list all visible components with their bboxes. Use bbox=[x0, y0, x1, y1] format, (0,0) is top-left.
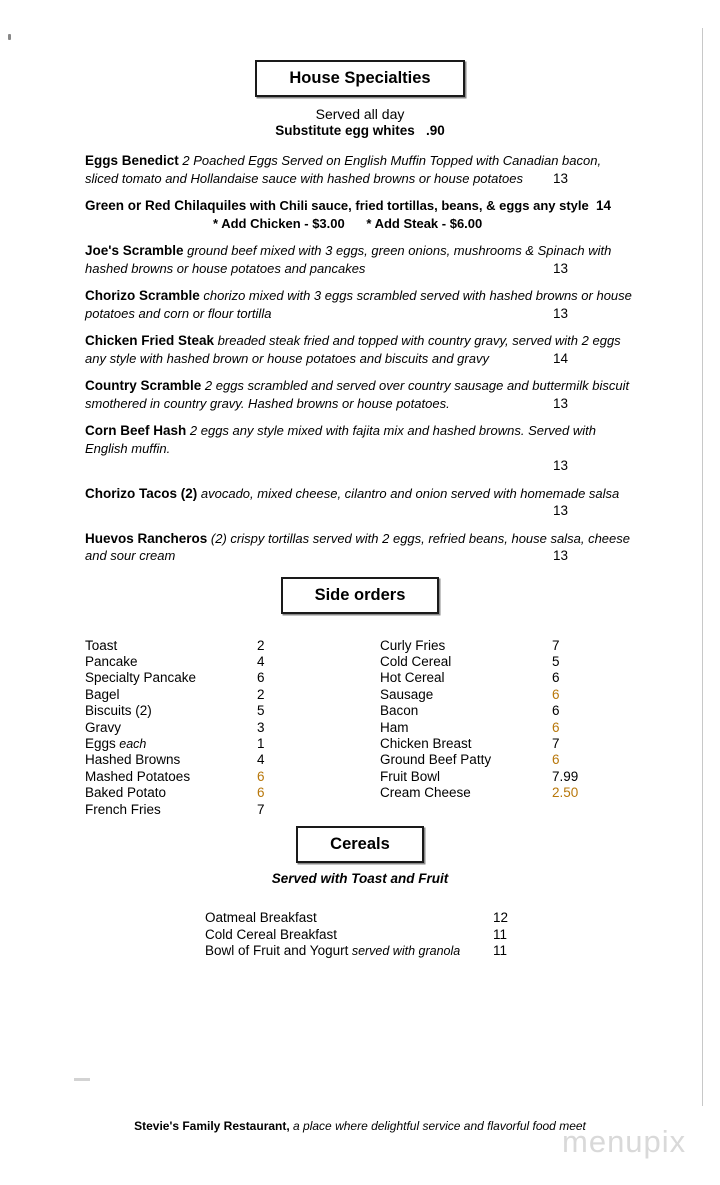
menu-item-addons: * Add Chicken - $3.00 * Add Steak - $6.00 bbox=[213, 215, 483, 231]
specialties-list bbox=[85, 152, 635, 565]
menu-item-desc: ground beef mixed with 3 eggs, green onions, mushrooms & Spinach with hashed browns or house potatoes and pancakes bbox=[85, 243, 612, 276]
side-order-price: 6 bbox=[552, 752, 560, 768]
menu-item-desc: 2 eggs scrambled and served over country sausage and buttermilk biscuit smothered in country gravy. Hashed browns or house potatoes. bbox=[85, 378, 630, 411]
side-order-name-text: Bacon bbox=[380, 703, 419, 719]
side-order-name-text: Ham bbox=[380, 719, 409, 735]
menu-item-desc: with Chili sauce, fried tortillas, beans, & eggs any style bbox=[246, 198, 589, 213]
side-order-name bbox=[380, 752, 552, 768]
menu-item bbox=[85, 242, 635, 277]
side-order-price: 6 bbox=[552, 719, 560, 735]
cereals-subtitle: Served with Toast and Fruit bbox=[271, 870, 449, 886]
scan-speck bbox=[8, 34, 11, 40]
cereals-title: Cereals bbox=[330, 834, 390, 853]
side-order-name bbox=[85, 720, 257, 736]
side-order-name bbox=[85, 687, 257, 703]
cereal-item-name bbox=[205, 943, 493, 960]
menu-item-price: 13 bbox=[553, 170, 569, 186]
menu-item-desc: avocado, mixed cheese, cilantro and onion served with homemade salsa bbox=[197, 485, 620, 501]
menu-item-price: 13 bbox=[553, 503, 569, 518]
side-order-price: 2 bbox=[257, 686, 265, 702]
menu-item-price: 14 bbox=[553, 350, 569, 366]
menu-item-text bbox=[85, 422, 635, 457]
side-order-name bbox=[85, 703, 257, 719]
side-order-name-text: Ground Beef Patty bbox=[380, 752, 492, 768]
menu-item-price: 13 bbox=[553, 260, 569, 276]
cereals-header bbox=[296, 826, 424, 863]
side-order-price: 6 bbox=[552, 670, 560, 686]
side-order-price: 2.50 bbox=[552, 785, 579, 801]
menu-item-price: 13 bbox=[553, 395, 569, 411]
menu-item bbox=[85, 377, 635, 412]
side-order-name-text: Cold Cereal bbox=[380, 653, 452, 669]
side-order-name-text: Mashed Potatoes bbox=[85, 768, 191, 784]
side-order-name-text: Gravy bbox=[85, 719, 122, 735]
footer-tagline: a place where delightful service and flavorful food meet bbox=[289, 1119, 586, 1133]
side-order-price: 7 bbox=[552, 637, 560, 653]
side-order-name bbox=[85, 654, 257, 670]
menu-item-text bbox=[85, 197, 590, 215]
side-order-price: 5 bbox=[552, 653, 560, 669]
menu-item-desc: breaded steak fried and topped with country gravy, served with 2 eggs any style with hashed brown or house potatoes and biscuits and gravy bbox=[85, 333, 621, 366]
cereal-item bbox=[205, 943, 565, 960]
side-order-name bbox=[85, 670, 257, 686]
side-order-price: 5 bbox=[257, 703, 265, 719]
menu-item-price: 13 bbox=[553, 548, 569, 563]
menu-item-price: 13 bbox=[553, 305, 569, 321]
menu-item-name: Joe's Scramble bbox=[85, 243, 184, 258]
menu-item bbox=[85, 197, 635, 232]
side-order-name-text: Specialty Pancake bbox=[85, 670, 197, 686]
side-order-name bbox=[85, 769, 257, 785]
side-order-name-text: Curly Fries bbox=[380, 637, 446, 653]
side-order-price: 6 bbox=[257, 768, 265, 784]
menu-item-price: 14 bbox=[596, 198, 612, 213]
cereal-item-name-suffix: served with granola bbox=[348, 944, 461, 959]
cereal-item-name bbox=[205, 927, 493, 944]
menu-item bbox=[85, 485, 635, 520]
menu-item bbox=[85, 287, 635, 322]
house-specialties-header bbox=[255, 60, 464, 97]
menu-item-desc: 2 eggs any style mixed with fajita mix and hashed browns. Served with English muffin. bbox=[85, 423, 596, 456]
side-order-price: 6 bbox=[257, 670, 265, 686]
menu-item-name: Country Scramble bbox=[85, 378, 202, 393]
menu-item-name: Huevos Rancheros bbox=[85, 530, 208, 546]
side-order-price: 7 bbox=[552, 735, 560, 751]
substitute-egg-whites-note: Substitute egg whites .90 bbox=[275, 123, 445, 138]
menu-item-name: Green or Red Chilaquiles bbox=[85, 198, 247, 213]
side-order-price: 3 bbox=[257, 719, 265, 735]
side-order-name-text: Biscuits (2) bbox=[85, 703, 152, 719]
cereal-item-name-text: Cold Cereal Breakfast bbox=[205, 926, 338, 942]
served-all-day-note: Served all day bbox=[315, 106, 405, 122]
menu-item-text bbox=[85, 485, 635, 503]
house-specialties-title: House Specialties bbox=[289, 69, 431, 87]
cereal-item bbox=[205, 927, 565, 944]
side-order-name-text: French Fries bbox=[85, 801, 161, 817]
menu-item-price: 13 bbox=[553, 458, 569, 473]
side-order-name bbox=[85, 638, 257, 654]
side-order-name bbox=[85, 802, 257, 818]
cereal-item-name bbox=[205, 910, 493, 927]
menu-item-name: Chorizo Tacos (2) bbox=[85, 485, 198, 501]
menu-item-desc: chorizo mixed with 3 eggs scrambled served with hashed browns or house potatoes and corn or flour tortilla bbox=[85, 288, 632, 321]
side-order-price: 6 bbox=[257, 785, 265, 801]
menu-item-name: Chorizo Scramble bbox=[85, 288, 200, 303]
scan-smudge bbox=[74, 1078, 90, 1081]
side-order-name bbox=[380, 802, 552, 818]
side-order-price: 6 bbox=[552, 686, 560, 702]
side-orders-title: Side orders bbox=[314, 585, 406, 604]
side-order-name-text: Sausage bbox=[380, 686, 434, 702]
side-order-name-text: Eggs bbox=[85, 735, 116, 751]
menu-item-name: Eggs Benedict bbox=[85, 153, 179, 168]
side-order-price: 4 bbox=[257, 653, 265, 669]
side-order-name bbox=[85, 736, 257, 752]
side-order-price: 4 bbox=[257, 752, 265, 768]
cereal-item-price: 11 bbox=[493, 926, 508, 942]
side-order-name bbox=[380, 785, 552, 801]
side-order-name bbox=[380, 687, 552, 703]
side-order-name-suffix: each bbox=[115, 736, 147, 751]
side-order-name bbox=[85, 752, 257, 768]
side-order-name bbox=[380, 670, 552, 686]
cereal-item bbox=[205, 910, 565, 927]
cereal-item-price: 11 bbox=[493, 943, 508, 959]
side-order-name-text: Cream Cheese bbox=[380, 785, 471, 801]
side-order-price: 7 bbox=[257, 801, 265, 817]
menupix-watermark: menupix bbox=[562, 1124, 687, 1159]
scan-artifact-line bbox=[702, 28, 703, 1106]
side-order-name bbox=[380, 703, 552, 719]
side-order-name-text: Chicken Breast bbox=[380, 735, 472, 751]
cereals-list bbox=[205, 910, 565, 960]
side-order-name-text: Hot Cereal bbox=[380, 670, 445, 686]
side-order-name bbox=[85, 785, 257, 801]
side-order-price bbox=[552, 802, 637, 818]
side-order-price: 6 bbox=[552, 703, 560, 719]
menu-item-name: Chicken Fried Steak bbox=[85, 333, 215, 348]
side-order-name-text: Baked Potato bbox=[85, 785, 167, 801]
side-order-name bbox=[380, 769, 552, 785]
side-order-name bbox=[380, 654, 552, 670]
cereal-item-price: 12 bbox=[493, 909, 509, 925]
menu-item-desc: (2) crispy tortillas served with 2 eggs, refried beans, house salsa, cheese and sour cream bbox=[85, 530, 630, 563]
side-order-price: 2 bbox=[257, 637, 265, 653]
side-order-price: 1 bbox=[257, 735, 265, 751]
menu-item-name: Corn Beef Hash bbox=[85, 423, 187, 438]
side-order-name-text: Bagel bbox=[85, 686, 120, 702]
side-orders-header bbox=[281, 577, 440, 614]
menu-item bbox=[85, 332, 635, 367]
side-order-price: 7.99 bbox=[552, 768, 579, 784]
side-order-name-text: Toast bbox=[85, 637, 118, 653]
menu-item bbox=[85, 152, 635, 187]
cereal-item-name-text: Bowl of Fruit and Yogurt bbox=[205, 943, 349, 959]
side-order-name-text: Fruit Bowl bbox=[380, 768, 441, 784]
side-order-name bbox=[380, 720, 552, 736]
side-orders-list bbox=[85, 638, 720, 818]
cereal-item-name-text: Oatmeal Breakfast bbox=[205, 909, 317, 925]
side-order-name bbox=[380, 638, 552, 654]
restaurant-name: Stevie's Family Restaurant, bbox=[134, 1119, 290, 1133]
side-order-name bbox=[380, 736, 552, 752]
menu-item bbox=[85, 530, 635, 565]
side-order-name-text: Pancake bbox=[85, 653, 138, 669]
menu-item bbox=[85, 422, 635, 475]
menu-item-desc: 2 Poached Eggs Served on English Muffin Topped with Canadian bacon, sliced tomato and Hollandaise sauce with hashed browns or house potatoes bbox=[85, 153, 602, 186]
side-order-name-text: Hashed Browns bbox=[85, 752, 181, 768]
